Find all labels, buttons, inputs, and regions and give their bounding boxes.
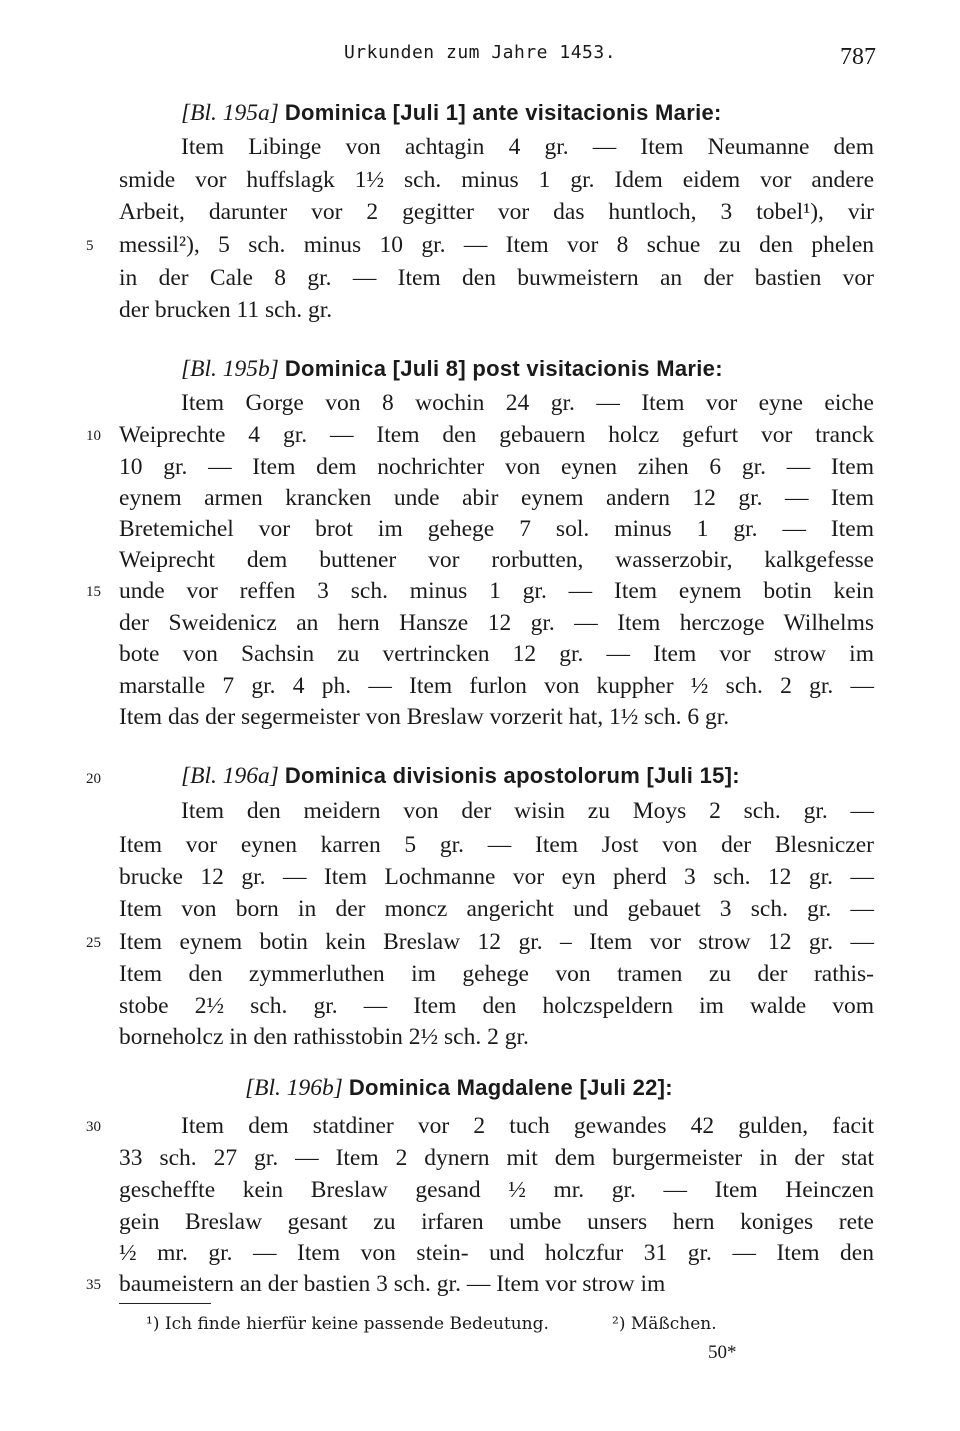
heading-title: Dominica Magdalene [Juli 22]:: [348, 1075, 673, 1100]
text-line: 33 sch. 27 gr. — Item 2 dynern mit dem burgermeister in der stat: [119, 1145, 874, 1171]
folio-reference: [Bl. 195b]: [181, 356, 279, 382]
text-line: der Sweidenicz an hern Hansze 12 gr. — Item herczoge Wilhelms: [119, 610, 874, 636]
text-line: Weiprecht dem buttener vor rorbutten, wasserzobir, kalkgefesse: [119, 547, 874, 573]
text-line: Item den zymmerluthen im gehege von tramen zu der rathis-: [119, 961, 874, 987]
signature-mark: 50*: [708, 1342, 737, 1363]
line-number: 35: [86, 1277, 101, 1293]
line-number: 30: [86, 1119, 101, 1135]
text-line: brucke 12 gr. — Item Lochmanne vor eyn pherd 3 sch. 12 gr. —: [119, 864, 874, 890]
text-line: Item Libinge von achtagin 4 gr. — Item Neumanne dem: [181, 134, 874, 160]
text-line: eynem armen krancken unde abir eynem andern 12 gr. — Item: [119, 485, 874, 511]
folio-reference: [Bl. 195a]: [181, 100, 279, 126]
line-number: 5: [86, 238, 94, 254]
text-line: Item das der segermeister von Breslaw vorzerit hat, 1½ sch. 6 gr.: [119, 704, 730, 730]
text-line: ½ mr. gr. — Item von stein- und holczfur 31 gr. — Item den: [119, 1240, 874, 1266]
text-line: smide vor huffslagk 1½ sch. minus 1 gr. Idem eidem vor andere: [119, 167, 874, 193]
text-line: messil²), 5 sch. minus 10 gr. — Item vor 8 schue zu den phelen: [119, 232, 874, 258]
text-line: marstalle 7 gr. 4 ph. — Item furlon von kuppher ½ sch. 2 gr. —: [119, 673, 874, 699]
text-line: gescheffte kein Breslaw gesand ½ mr. gr. — Item Heinczen: [119, 1177, 874, 1203]
footnote-rule: [119, 1303, 211, 1304]
text-line: bote von Sachsin zu vertrincken 12 gr. — Item vor strow im: [119, 641, 874, 667]
line-number: 15: [86, 584, 101, 600]
line-number: 10: [86, 428, 101, 444]
text-line: Item vor eynen karren 5 gr. — Item Jost von der Blesniczer: [119, 832, 874, 858]
text-line: Arbeit, darunter vor 2 gegitter vor das huntloch, 3 tobel¹), vir: [119, 199, 874, 225]
text-line: der brucken 11 sch. gr.: [119, 297, 333, 323]
heading-title: Dominica [Juli 1] ante visitacionis Marie:: [284, 100, 722, 125]
text-line: Item eynem botin kein Breslaw 12 gr. – Item vor strow 12 gr. —: [119, 929, 874, 955]
text-line: Bretemichel vor brot im gehege 7 sol. minus 1 gr. — Item: [119, 516, 874, 542]
text-line: Weiprechte 4 gr. — Item den gebauern holcz gefurt vor tranck: [119, 422, 874, 448]
section-heading: [181, 353, 936, 385]
text-line: borneholcz in den rathisstobin 2½ sch. 2 gr.: [119, 1024, 529, 1050]
text-line: stobe 2½ sch. gr. — Item den holczspeldern im walde vom: [119, 993, 874, 1019]
text-line: unde vor reffen 3 sch. minus 1 gr. — Item eynem botin kein: [119, 578, 874, 604]
text-line: Item den meidern von der wisin zu Moys 2 sch. gr. —: [181, 798, 874, 824]
section-heading: [181, 760, 936, 792]
line-number: 20: [86, 771, 101, 787]
running-head: Urkunden zum Jahre 1453.: [343, 42, 617, 63]
folio-reference: [Bl. 196b]: [245, 1075, 343, 1101]
heading-title: Dominica divisionis apostolorum [Juli 15]:: [284, 763, 740, 788]
text-line: Item dem statdiner vor 2 tuch gewandes 42 gulden, facit: [181, 1113, 874, 1139]
line-number: 25: [86, 935, 101, 951]
text-line: baumeistern an der bastien 3 sch. gr. — Item vor strow im: [119, 1271, 666, 1297]
footnote-1: ¹) Ich finde hierfür keine passende Bedeutung.: [146, 1314, 549, 1334]
text-line: in der Cale 8 gr. — Item den buwmeistern an der bastien vor: [119, 265, 874, 291]
text-line: 10 gr. — Item dem nochrichter von eynen zihen 6 gr. — Item: [119, 454, 874, 480]
page-number: 787: [840, 44, 876, 70]
section-heading: [181, 97, 936, 129]
heading-title: Dominica [Juli 8] post visitacionis Marie:: [284, 356, 723, 381]
section-heading: [245, 1072, 960, 1104]
text-line: gein Breslaw gesant zu irfaren umbe unsers hern koniges rete: [119, 1209, 874, 1235]
text-line: Item von born in der moncz angericht und gebauet 3 sch. gr. —: [119, 896, 874, 922]
text-line: Item Gorge von 8 wochin 24 gr. — Item vor eyne eiche: [181, 390, 874, 416]
footnote-2: ²) Mäßchen.: [612, 1314, 717, 1334]
folio-reference: [Bl. 196a]: [181, 763, 279, 789]
